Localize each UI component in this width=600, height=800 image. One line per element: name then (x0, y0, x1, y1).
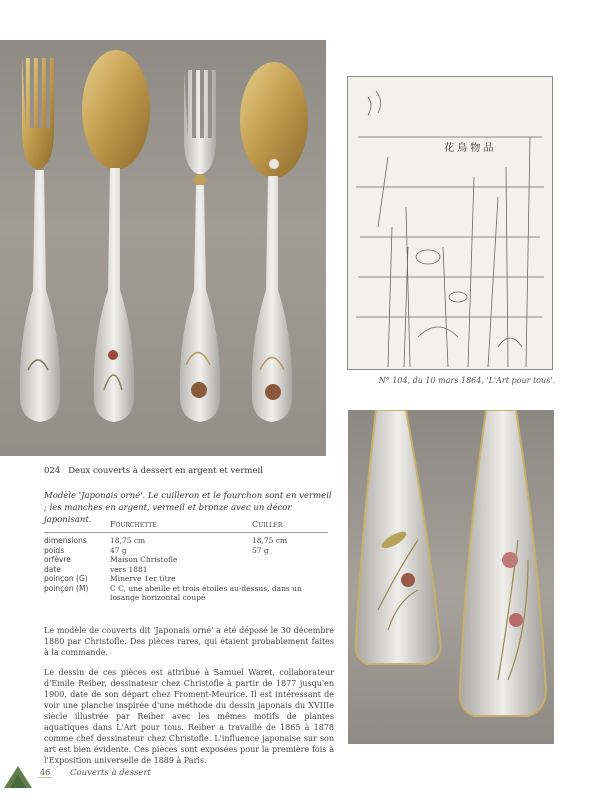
section-title: Couverts à dessert (70, 768, 151, 778)
pine-branch-icon (2, 760, 36, 790)
specs-row (44, 555, 328, 565)
specs-spoon-value: 18,75 cm (251, 536, 288, 545)
specs-label: poids (44, 545, 65, 555)
specs-row (44, 565, 328, 575)
specs-header-row (44, 520, 328, 533)
body-paragraph-2: Le dessin de ces pièces est attribué à Samuel Waret, collaborateur d'Emile Reiber, dessinateur chez Christofle à partir de 1877 jusqu'en 1900, date de son départ chez Froment-Meurice. Il est intéressant de voir une planche inspirée d'une méthode du dessin japonais du XVIIIe siècle illustrée par Reiber avec les mêmes motifs de plantes aquatiques dans L'Art pour tous. Reiber a travaillé de 1865 à 1878 comme chef dessinateur chez Christofle. L'influence japonaise sur son art est bien évidente. Ces pièces sont exposées pour la première fois à l'Exposition universelle de 1889 à Paris. (44, 668, 334, 765)
specs-header-blank (44, 520, 110, 533)
page-number: 46 (40, 768, 51, 777)
specs-spoon-value: 57 g (251, 545, 269, 555)
entry-number: 024 (44, 466, 61, 476)
specs-fork-value: C C, une abeille et trois étoiles au-dessus, dans un losange horizontal coupé (110, 583, 302, 602)
specs-row (44, 574, 328, 584)
water-plants-engraving (348, 77, 552, 369)
specs-label: orfèvre (44, 555, 71, 564)
specs-label: date (44, 564, 61, 574)
specs-fork-value: vers 1881 (110, 564, 148, 574)
specs-header-spoon: Cuiller (252, 520, 328, 533)
specs-fork-value: Minerve 1er titre (110, 574, 176, 583)
cutlery-photo (0, 40, 326, 456)
specs-row (44, 584, 328, 603)
specs-header-fork: Fourchette (110, 520, 252, 533)
specs-row (44, 533, 328, 546)
fork-1 (20, 58, 60, 422)
body-paragraph-1: Le modèle de couverts dit 'Japonais orné' a été déposé le 30 décembre 1880 par Christofle. Des pièces rares, qui étaient probablement faites à la commande. (44, 626, 334, 657)
cutlery-illustration (0, 40, 326, 456)
page-footer (0, 760, 220, 790)
handle-detail-illustration (348, 410, 554, 744)
specs-fork-value: 47 g (110, 545, 127, 555)
engraving-plate (347, 76, 553, 370)
fork-2 (180, 70, 220, 422)
entry-title: Deux couverts à dessert en argent et vermeil (68, 466, 263, 476)
specifications-table (44, 520, 328, 603)
spoon-2 (240, 62, 308, 422)
spoon-1 (82, 50, 150, 422)
specs-label: dimensions (44, 536, 87, 545)
specs-label: poinçon (G) (44, 574, 88, 583)
entry-description: Modèle 'Japonais orné'. Le cuilleron et le fourchon sont en vermeil ; les manches en argent, vermeil et bronze avec un décor japonisant. (44, 491, 332, 525)
handle-detail-photo (348, 410, 554, 744)
specs-spoon-value (252, 574, 328, 584)
engraving-characters: 花 鳥 物 品 (444, 143, 494, 154)
specs-row (44, 546, 328, 556)
specs-fork-value: 18,75 cm (110, 536, 146, 545)
body-text (44, 625, 334, 775)
specs-label: poinçon (M) (44, 583, 89, 593)
entry-heading (44, 466, 324, 476)
engraving-caption: N° 104, du 10 mars 1864, 'L'Art pour tous'. (378, 376, 555, 385)
specs-spoon-value (252, 565, 328, 575)
specs-spoon-value (252, 555, 328, 565)
specs-fork-value: Maison Christofle (110, 555, 178, 564)
